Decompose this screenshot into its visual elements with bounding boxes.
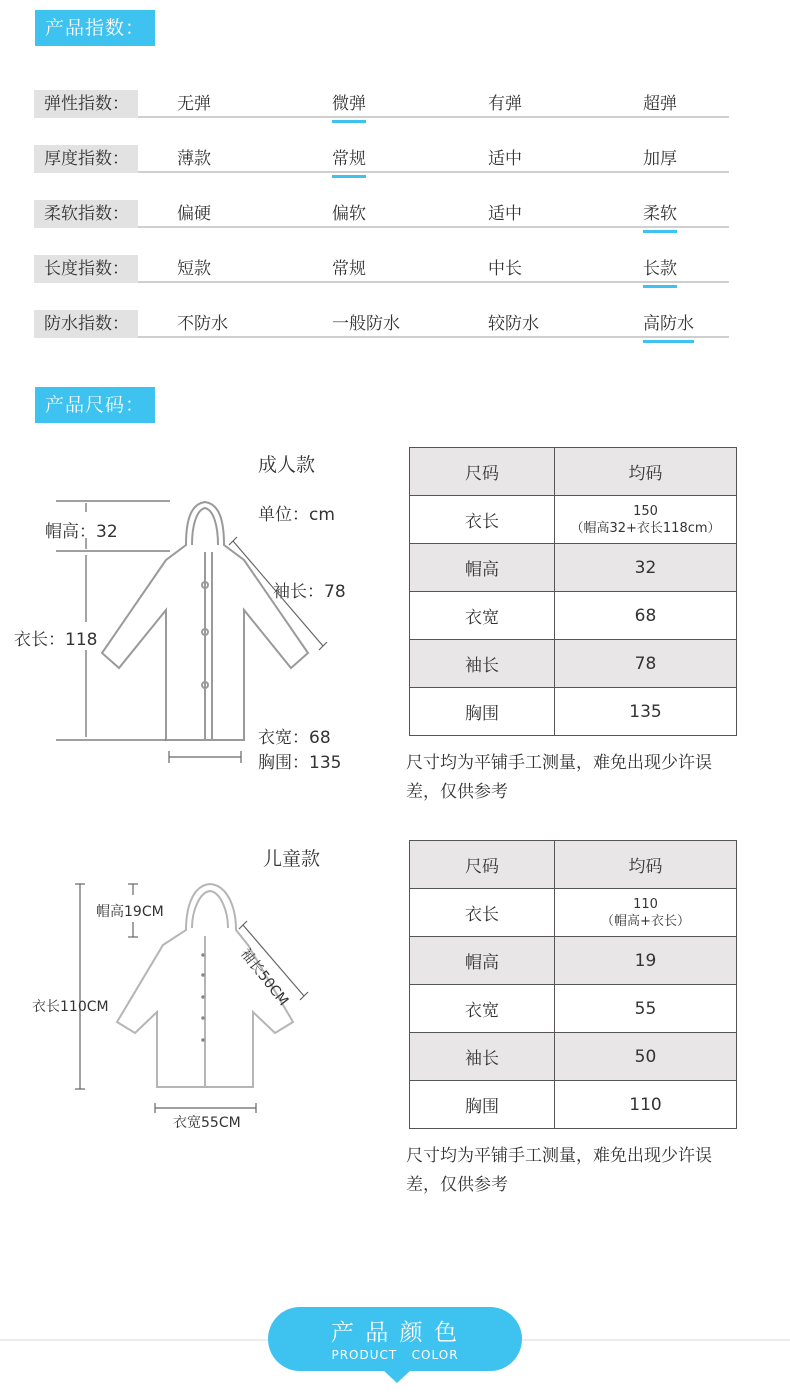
child-size-table	[409, 840, 737, 1129]
child-table-header-fit: 均码	[555, 841, 737, 889]
adult-row-value: 32	[555, 544, 737, 592]
color-banner-title: 产 品 颜 色	[331, 1320, 459, 1346]
child-title: 儿童款	[263, 848, 321, 870]
adult-unit-label: 单位：cm	[258, 505, 335, 525]
adult-size-note: 尺寸均为平铺手工测量，难免出现少许误差，仅供参考	[406, 753, 712, 802]
adult-row-value: 135	[555, 688, 737, 736]
index-option: 较防水	[488, 314, 539, 334]
adult-length-breakdown: （帽高32+衣长118cm）	[570, 520, 721, 536]
index-option-selected: 高防水	[643, 310, 694, 338]
adult-table-header-size: 尺码	[410, 448, 555, 496]
adult-row-name: 帽高	[410, 544, 555, 592]
child-length-breakdown: （帽高+衣长）	[601, 913, 690, 929]
index-option-selected: 柔软	[643, 200, 677, 228]
adult-chest-label: 胸围：135	[258, 753, 342, 773]
adult-size-table	[409, 447, 737, 736]
index-row-label: 防水指数：	[34, 310, 138, 338]
color-banner-subtitle: PRODUCT COLOR	[331, 1348, 459, 1362]
index-option: 偏硬	[177, 204, 211, 224]
index-row-label: 弹性指数：	[34, 90, 138, 118]
adult-title: 成人款	[258, 454, 316, 476]
index-option: 超弹	[643, 94, 677, 114]
child-hood-label: 帽高19CM	[96, 904, 164, 920]
adult-row-name: 衣宽	[410, 592, 555, 640]
section-title-size: 产品尺码：	[35, 387, 155, 423]
adult-row-name: 胸围	[410, 688, 555, 736]
child-row-value	[555, 889, 737, 937]
child-row-value: 19	[555, 937, 737, 985]
index-option: 加厚	[643, 149, 677, 169]
adult-table-header-fit: 均码	[555, 448, 737, 496]
adult-length-total: 150	[633, 503, 658, 519]
child-length-total: 110	[633, 896, 658, 912]
child-row-name: 衣宽	[410, 985, 555, 1033]
index-option-selected: 长款	[643, 255, 677, 283]
adult-length-label: 衣长：118	[14, 630, 98, 650]
child-sleeve-label: 袖长50CM	[237, 945, 292, 1010]
index-option: 适中	[488, 204, 522, 224]
index-option: 适中	[488, 149, 522, 169]
adult-width-label: 衣宽：68	[258, 728, 331, 748]
child-row-value: 55	[555, 985, 737, 1033]
adult-hood-label: 帽高：32	[45, 522, 118, 542]
index-option: 偏软	[332, 204, 366, 224]
adult-row-value: 78	[555, 640, 737, 688]
child-size-note: 尺寸均为平铺手工测量，难免出现少许误差，仅供参考	[406, 1146, 712, 1195]
adult-sleeve-label: 袖长：78	[273, 582, 346, 602]
adult-row-value: 68	[555, 592, 737, 640]
index-option-selected: 常规	[332, 145, 366, 173]
adult-row-name: 衣长	[410, 496, 555, 544]
adult-row-name: 袖长	[410, 640, 555, 688]
index-row-label: 厚度指数：	[34, 145, 138, 173]
index-option: 有弹	[488, 94, 522, 114]
child-table-header-size: 尺码	[410, 841, 555, 889]
index-option: 常规	[332, 259, 366, 279]
index-option: 薄款	[177, 149, 211, 169]
section-title-index: 产品指数：	[35, 10, 155, 46]
index-option: 一般防水	[332, 314, 400, 334]
child-row-name: 帽高	[410, 937, 555, 985]
index-row-label: 长度指数：	[34, 255, 138, 283]
child-row-name: 袖长	[410, 1033, 555, 1081]
child-width-label: 衣宽55CM	[173, 1115, 241, 1131]
index-option: 中长	[488, 259, 522, 279]
index-option-selected: 微弹	[332, 90, 366, 118]
index-option: 短款	[177, 259, 211, 279]
index-option: 无弹	[177, 94, 211, 114]
adult-raincoat-drawing	[102, 502, 308, 740]
child-row-name: 胸围	[410, 1081, 555, 1129]
child-row-value: 50	[555, 1033, 737, 1081]
child-length-label: 衣长110CM	[32, 999, 109, 1015]
adult-row-value	[555, 496, 737, 544]
child-row-value: 110	[555, 1081, 737, 1129]
index-row-label: 柔软指数：	[34, 200, 138, 228]
child-row-name: 衣长	[410, 889, 555, 937]
index-option: 不防水	[177, 314, 228, 334]
